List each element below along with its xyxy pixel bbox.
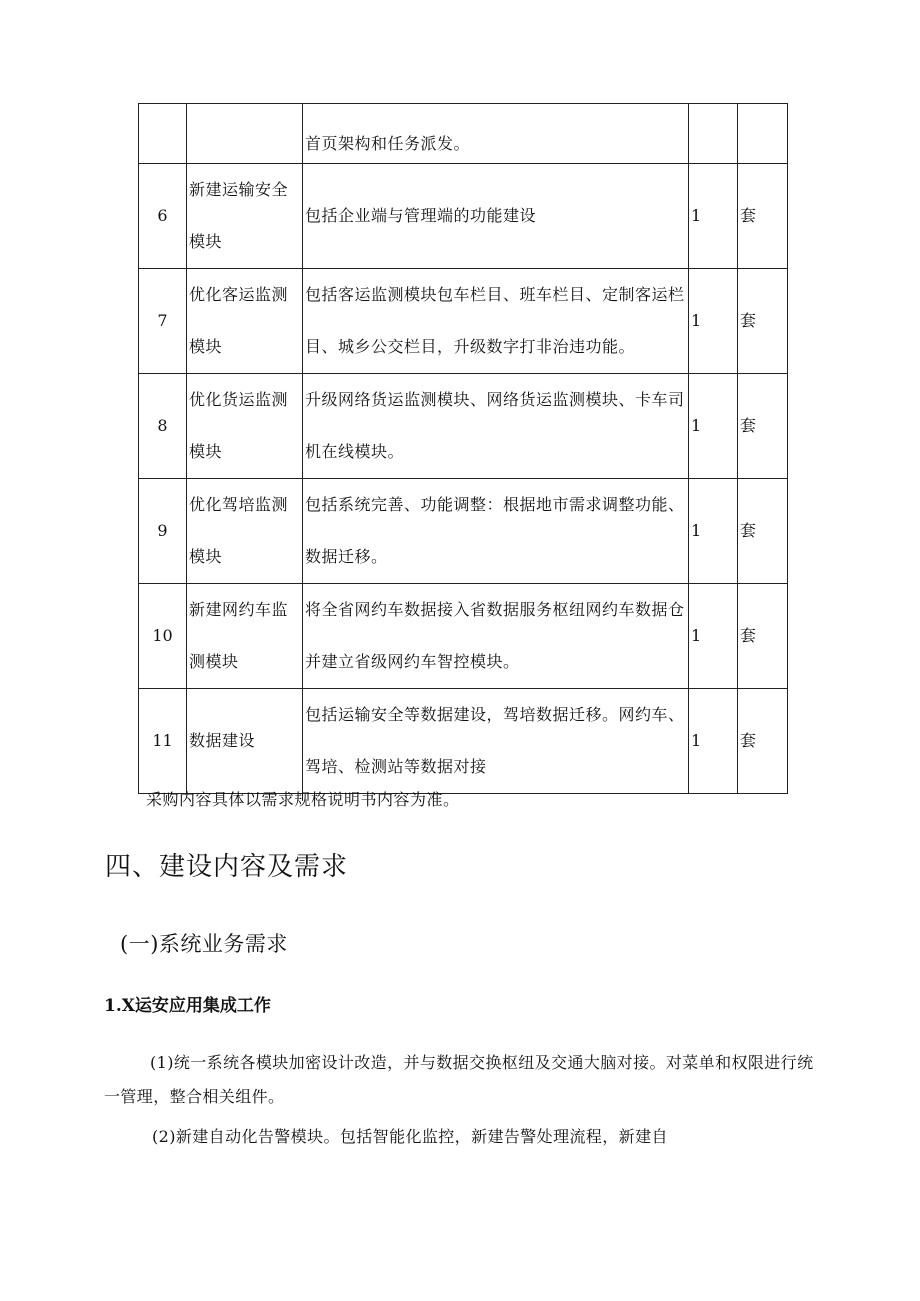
row-description: 将全省网约车数据接入省数据服务枢纽网约车数据仓并建立省级网约车智控模块。 [303,584,689,689]
row-description: 首页架构和任务派发。 [303,104,689,164]
row-unit: 套 [738,479,788,584]
row-unit [738,104,788,164]
table-row [139,689,788,794]
item-heading: 1.X运安应用集成工作 [104,996,271,1016]
row-unit: 套 [738,269,788,374]
table-row [139,269,788,374]
row-quantity: 1 [689,269,738,374]
subsection-heading: (一)系统业务需求 [120,932,288,956]
table-row [139,479,788,584]
row-description: 包括系统完善、功能调整：根据地市需求调整功能、数据迁移。 [303,479,689,584]
table-row [139,164,788,269]
procurement-table [138,103,788,794]
row-quantity: 1 [689,584,738,689]
paragraph: (1)统一系统各模块加密设计改造，并与数据交换枢纽及交通大脑对接。对菜单和权限进行统一管理，整合相关组件。 [104,1053,814,1106]
section-heading: 四、建设内容及需求 [105,852,349,882]
row-quantity: 1 [689,164,738,269]
table-row [139,584,788,689]
row-description: 包括客运监测模块包车栏目、班车栏目、定制客运栏目、城乡公交栏目，升级数字打非治违功能。 [303,269,689,374]
row-number: 7 [139,269,187,374]
row-name: 优化驾培监测模块 [187,479,303,584]
row-name: 优化客运监测模块 [187,269,303,374]
row-number: 6 [139,164,187,269]
row-number: 8 [139,374,187,479]
row-number [139,104,187,164]
row-unit: 套 [738,164,788,269]
row-name: 数据建设 [187,689,303,794]
row-quantity: 1 [689,374,738,479]
row-description: 包括运输安全等数据建设，驾培数据迁移。网约车、驾培、检测站等数据对接 [303,689,689,794]
row-name: 新建运输安全模块 [187,164,303,269]
paragraph: (2)新建自动化告警模块。包括智能化监控，新建告警处理流程，新建自 [152,1127,668,1146]
table-row [139,104,788,164]
row-number: 9 [139,479,187,584]
row-description: 包括企业端与管理端的功能建设 [303,164,689,269]
table-note: 采购内容具体以需求规格说明书内容为准。 [146,790,460,809]
row-number: 10 [139,584,187,689]
row-number: 11 [139,689,187,794]
table-row [139,374,788,479]
row-quantity: 1 [689,689,738,794]
row-name [187,104,303,164]
row-name: 新建网约车监测模块 [187,584,303,689]
row-quantity [689,104,738,164]
row-name: 优化货运监测模块 [187,374,303,479]
row-unit: 套 [738,584,788,689]
row-quantity: 1 [689,479,738,584]
row-unit: 套 [738,374,788,479]
row-description: 升级网络货运监测模块、网络货运监测模块、卡车司机在线模块。 [303,374,689,479]
row-unit: 套 [738,689,788,794]
